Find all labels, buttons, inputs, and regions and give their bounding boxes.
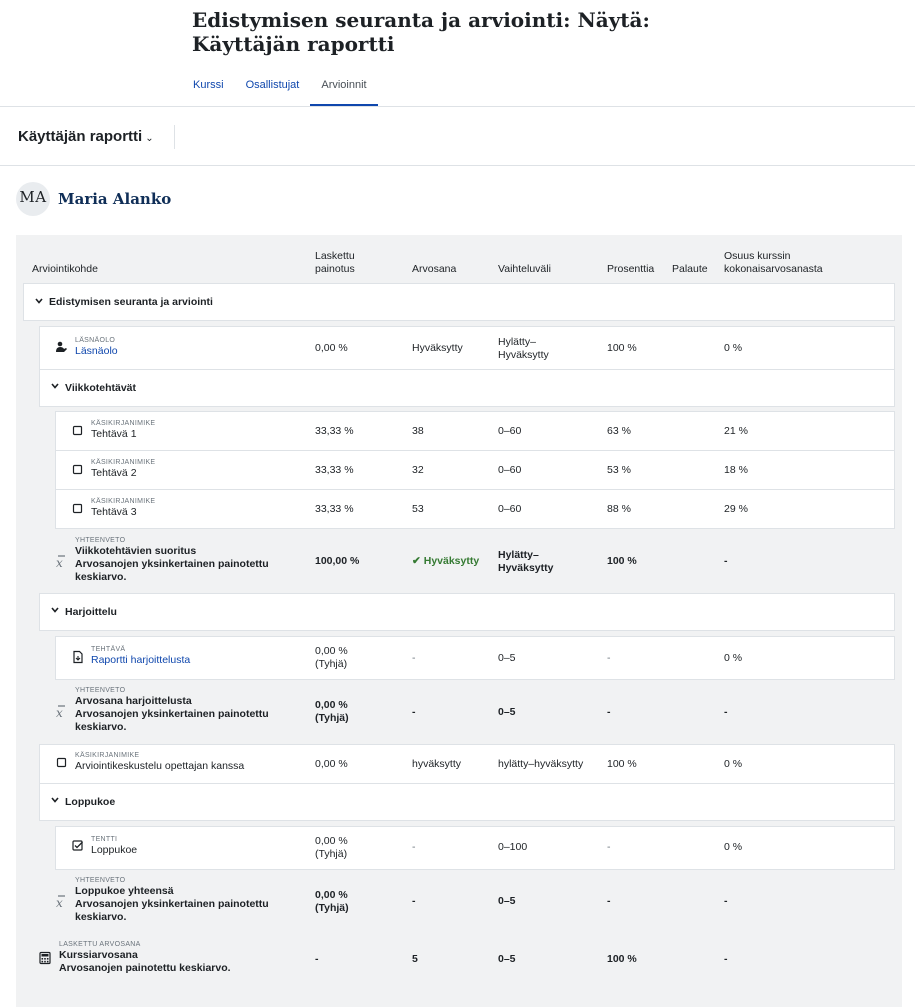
grade-cell: 38	[412, 425, 424, 437]
range-cell: 0–100	[498, 841, 528, 853]
percent-cell: 100 %	[607, 342, 637, 354]
item-link-raportti[interactable]: Raportti harjoittelusta	[91, 654, 191, 666]
percent-cell: 100 %	[607, 953, 637, 965]
item-type: TENTTI	[91, 836, 118, 843]
svg-text:x: x	[56, 556, 63, 568]
manual-item-icon	[71, 502, 85, 516]
divider	[0, 165, 915, 166]
aggregation-mean-icon	[54, 704, 68, 718]
item-type: KÄSIKIRJANIMIKE	[91, 420, 156, 427]
range-cell: 0–60	[498, 464, 522, 476]
header-range: Vaihteluväli	[498, 263, 551, 275]
header-feedback: Palaute	[672, 263, 708, 275]
manual-item-icon	[71, 424, 85, 438]
header-percent: Prosenttia	[607, 263, 655, 275]
report-selector[interactable]	[18, 128, 154, 145]
chevron-down-icon[interactable]	[50, 381, 60, 391]
item-type: YHTEENVETO	[75, 537, 126, 544]
aggregation-mean-icon	[54, 894, 68, 908]
svg-text:x: x	[56, 896, 63, 908]
item-link-lasnaolo[interactable]: Läsnäolo	[75, 345, 118, 357]
table-row	[55, 489, 895, 529]
weight-cell: 0,00 %	[315, 342, 348, 354]
grade-cell: -	[412, 706, 416, 718]
contribution-cell: 18 %	[724, 464, 748, 476]
weight-cell: 0,00 % (Tyhjä)	[315, 889, 349, 914]
aggregation-mean-icon	[54, 554, 68, 568]
percent-cell: -	[607, 895, 611, 907]
divider	[174, 125, 175, 149]
percent-cell: 53 %	[607, 464, 631, 476]
avatar: MA	[16, 182, 50, 216]
percent-cell: 88 %	[607, 503, 631, 515]
tab-arvioinnit[interactable]: Arvioinnit	[310, 66, 377, 106]
table-row	[55, 450, 895, 490]
weight-cell: 33,33 %	[315, 464, 354, 476]
header-item: Arviointikohde	[32, 263, 98, 275]
item-title: Tehtävä 2	[91, 467, 137, 479]
category-row	[39, 593, 895, 631]
range-cell: 0–60	[498, 425, 522, 437]
item-title: Loppukoe	[91, 844, 138, 856]
grade-cell: -	[412, 841, 416, 853]
contribution-cell: -	[724, 555, 728, 567]
item-title: Viikkotehtävien suoritus	[75, 545, 197, 557]
divider	[0, 106, 915, 107]
contribution-cell: 29 %	[724, 503, 748, 515]
table-row	[39, 326, 895, 370]
percent-cell: 63 %	[607, 425, 631, 437]
grade-cell: -	[412, 652, 416, 664]
item-type: TEHTÄVÄ	[91, 646, 126, 653]
weight-cell: 0,00 % (Tyhjä)	[315, 699, 349, 724]
item-type: KÄSIKIRJANIMIKE	[91, 459, 156, 466]
item-title: Kurssiarvosana	[59, 949, 138, 961]
item-type: LASKETTU ARVOSANA	[59, 941, 141, 948]
contribution-cell: 21 %	[724, 425, 748, 437]
grade-cell: 32	[412, 464, 424, 476]
chevron-down-icon: ⌄	[145, 133, 154, 144]
item-title: Loppukoe yhteensä	[75, 885, 174, 897]
grade-cell: ✔ Hyväksytty	[412, 555, 480, 567]
category-row	[39, 369, 895, 407]
weight-cell: 33,33 %	[315, 503, 354, 515]
category-row	[39, 783, 895, 821]
contribution-cell: 0 %	[724, 841, 743, 853]
category-title: Harjoittelu	[65, 606, 117, 618]
check-icon: ✔	[412, 555, 421, 567]
range-cell: 0–5	[498, 706, 516, 718]
percent-cell: 100 %	[607, 758, 637, 770]
weight-cell: 0,00 % (Tyhjä)	[315, 835, 348, 860]
table-row	[55, 826, 895, 870]
chevron-down-icon[interactable]	[34, 296, 44, 306]
item-type: YHTEENVETO	[75, 687, 126, 694]
item-type: KÄSIKIRJANIMIKE	[91, 498, 156, 505]
item-title: Arvosana harjoittelusta	[75, 695, 192, 707]
percent-cell: -	[607, 652, 611, 664]
weight-cell: 0,00 %	[315, 758, 348, 770]
range-cell: 0–60	[498, 503, 522, 515]
item-type: LÄSNÄOLO	[75, 337, 116, 344]
range-cell: Hylätty–Hyväksytty	[498, 336, 549, 361]
tab-osallistujat[interactable]: Osallistujat	[245, 79, 300, 91]
grade-cell: 53	[412, 503, 424, 515]
contribution-cell: 0 %	[724, 758, 743, 770]
aggregation-description: Arvosanojen painotettu keskiarvo.	[59, 962, 231, 974]
attendance-icon	[54, 340, 68, 354]
svg-text:x: x	[56, 706, 63, 718]
weight-cell: 33,33 %	[315, 425, 354, 437]
item-type: YHTEENVETO	[75, 877, 126, 884]
range-cell: 0–5	[498, 953, 516, 965]
contribution-cell: -	[724, 953, 728, 965]
percent-cell: -	[607, 841, 611, 853]
category-title: Edistymisen seuranta ja arviointi	[49, 296, 213, 308]
table-row	[55, 411, 895, 451]
grade-cell: 5	[412, 953, 418, 965]
range-cell: Hylätty–Hyväksytty	[498, 549, 554, 574]
contribution-cell: 0 %	[724, 342, 743, 354]
page-title: Edistymisen seuranta ja arviointi: Näytä: Käyttäjän raportti	[192, 8, 650, 56]
percent-cell: 100 %	[607, 555, 637, 567]
chevron-down-icon[interactable]	[50, 605, 60, 615]
aggregation-description: Arvosanojen yksinkertainen painotettu keskiarvo.	[75, 558, 269, 583]
category-title: Viikkotehtävät	[65, 382, 137, 394]
item-title: Tehtävä 1	[91, 428, 137, 440]
grade-cell: -	[412, 895, 416, 907]
header-contribution: Osuus kurssin kokonaisarvosanasta	[724, 250, 823, 275]
assignment-icon	[71, 650, 85, 664]
range-cell: 0–5	[498, 652, 516, 664]
contribution-cell: 0 %	[724, 652, 743, 664]
header-grade: Arvosana	[412, 263, 457, 275]
grade-cell: hyväksytty	[412, 758, 462, 770]
header-weight: Laskettu painotus	[315, 250, 355, 275]
contribution-cell: -	[724, 706, 728, 718]
range-cell: 0–5	[498, 895, 516, 907]
aggregation-description: Arvosanojen yksinkertainen painotettu keskiarvo.	[75, 898, 269, 923]
percent-cell: -	[607, 706, 611, 718]
manual-item-icon	[71, 463, 85, 477]
secondary-nav	[182, 66, 378, 106]
manual-item-icon	[55, 756, 69, 770]
grade-cell: Hyväksytty	[412, 342, 463, 354]
aggregation-description: Arvosanojen yksinkertainen painotettu keskiarvo.	[75, 708, 269, 733]
item-title: Tehtävä 3	[91, 506, 137, 518]
weight-cell: -	[315, 953, 319, 965]
user-name-link[interactable]: Maria Alanko	[58, 190, 172, 208]
weight-cell: 100,00 %	[315, 555, 360, 567]
contribution-cell: -	[724, 895, 728, 907]
weight-cell: 0,00 % (Tyhjä)	[315, 645, 348, 670]
category-title: Loppukoe	[65, 796, 116, 808]
range-cell: hylätty–hyväksytty	[498, 758, 584, 770]
item-type: KÄSIKIRJANIMIKE	[75, 752, 140, 759]
tab-kurssi[interactable]: Kurssi	[193, 79, 224, 91]
item-title: Arviointikeskustelu opettajan kanssa	[75, 760, 245, 772]
report-selector-label: Käyttäjän raportti	[18, 128, 143, 145]
chevron-down-icon[interactable]	[50, 795, 60, 805]
quiz-icon	[71, 839, 85, 853]
calculator-icon	[38, 951, 52, 965]
